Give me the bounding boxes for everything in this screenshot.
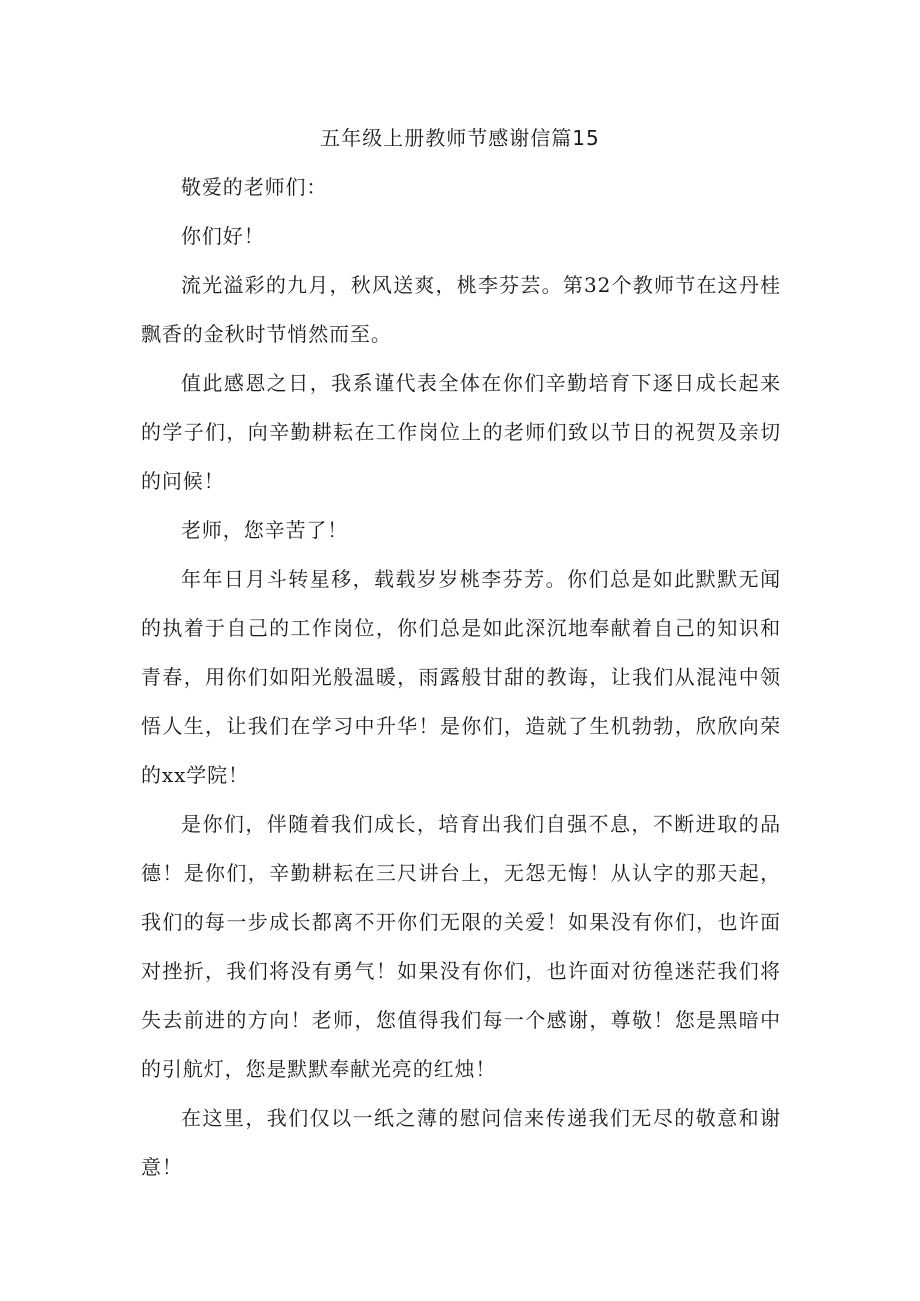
paragraph: 老师，您辛苦了！: [181, 518, 349, 542]
paragraph: 流光溢彩的九月，秋风送爽，桃李芬芸。第32个教师节在这丹桂飘香的金秋时节悄然而至。: [141, 273, 781, 346]
paragraph: 年年日月斗转星移，载载岁岁桃李芬芳。你们总是如此默默无闻的执着于自己的工作岗位，你们总是如此深沉地奉献着自己的知识和青春，用你们如阳光般温暖，雨露般甘甜的教诲，让我们从混沌中领悟人生，让我们在学习中升华！是你们，造就了生机勃勃，欣欣向荣的xx学院！: [141, 567, 781, 787]
paragraph: 在这里，我们仅以一纸之薄的慰问信来传递我们无尽的敬意和谢意！: [141, 1106, 781, 1179]
paragraph: 是你们，伴随着我们成长，培育出我们自强不息，不断进取的品德！是你们，辛勤耕耘在三尺讲台上，无怨无悔！从认字的那天起，我们的每一步成长都离不开你们无限的关爱！如果没有你们，也许面对挫折，我们将没有勇气！如果没有你们，也许面对彷徨迷茫我们将失去前进的方向！老师，您值得我们每一个感谢，尊敬！您是黑暗中的引航灯，您是默默奉献光亮的红烛！: [141, 812, 781, 1081]
paragraph: 值此感恩之日，我系谨代表全体在你们辛勤培育下逐日成长起来的学子们，向辛勤耕耘在工作岗位上的老师们致以节日的祝贺及亲切的问候！: [141, 371, 781, 493]
salutation-line: 你们好！: [181, 224, 265, 248]
greeting-line: 敬爱的老师们：: [181, 175, 328, 199]
document-title: 五年级上册教师节感谢信篇15: [320, 126, 600, 150]
letter-body: [141, 163, 781, 1192]
